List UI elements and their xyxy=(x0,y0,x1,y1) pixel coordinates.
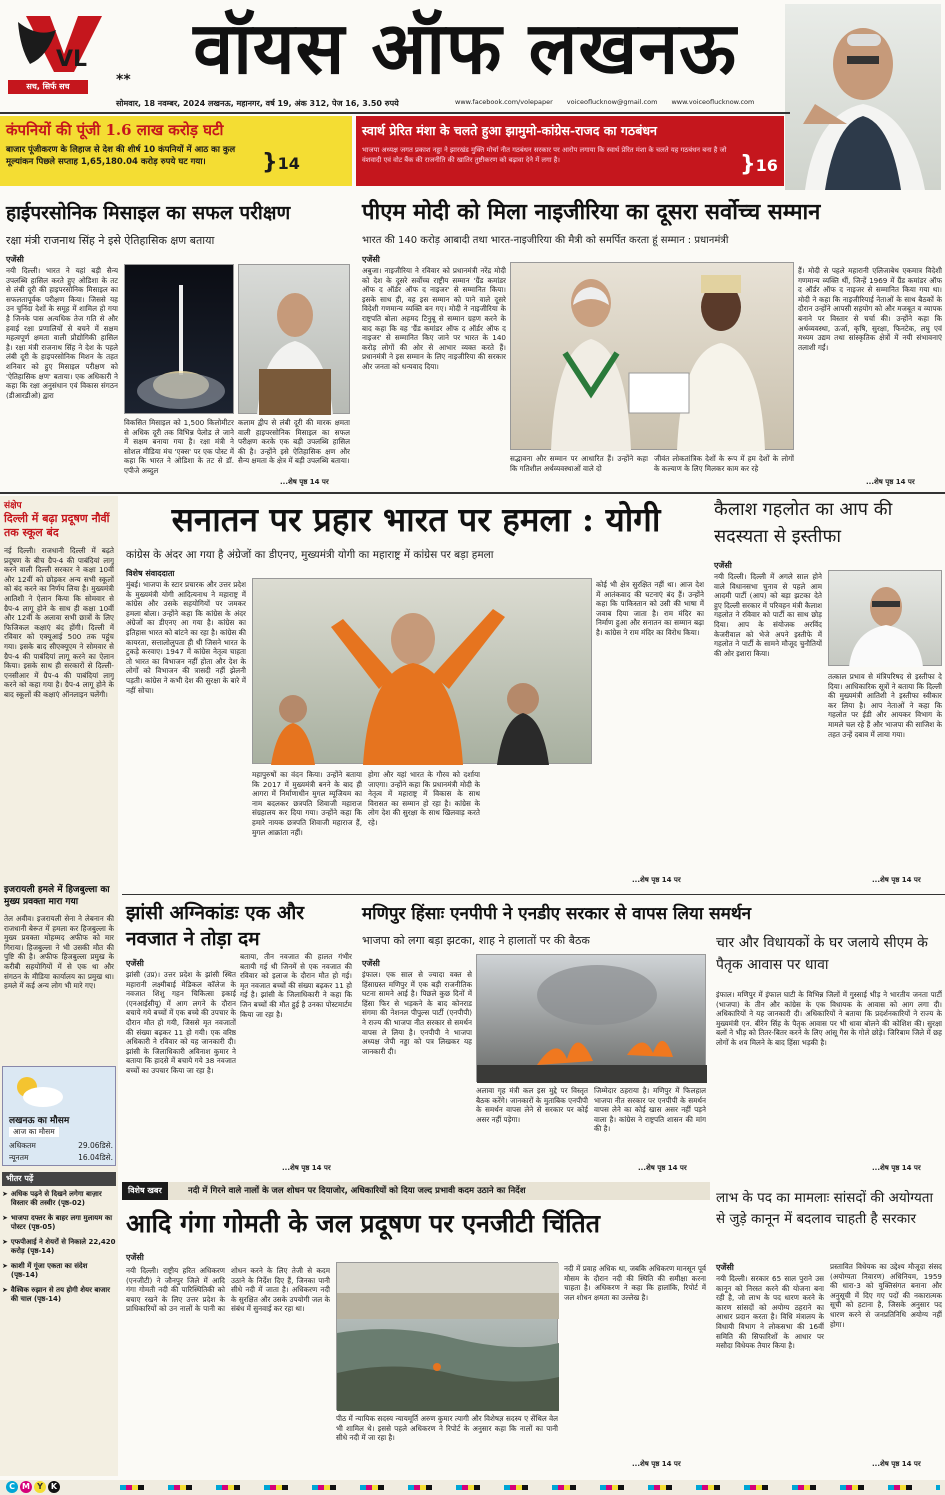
yogi-subhead: कांग्रेस के अंदर आ गया है अंग्रेजों का डीएनए, मुख्यमंत्री योगी का महाराष्ट्र में कांग्रेस पर बड़ा हमला xyxy=(126,549,494,561)
jhansi-col1: झांसी (उप्र)। उत्तर प्रदेश के झांसी स्थित महारानी लक्ष्मीबाई मेडिकल कॉलेज के नवजात शिशु गहन चिकित्सा इकाई (एनआईसीयू) में आग लगने के दौरान बचाये गये बच्चों में एक बच्चे की उपचार के दौरान मौत हो गयी, जिससे मृत नवजातों की संख्या बढ़कर 11 हो गयी। एक वरिष्ठ अधिकारी ने रविवार को यह जानकारी दी। झांसी के जिलाधिकारी अविनाश कुमार ने बताया कि हादसे में बचाये गये 38 नवजात बच्चों का उपचार किया जा रहा है। xyxy=(126,970,236,1075)
inside-item-text: काशी में गूंजा एकता का संदेश (पृष्ठ-14) xyxy=(10,1262,88,1279)
website-link[interactable]: www.voiceoflucknow.com xyxy=(671,98,755,106)
gomti-topbar xyxy=(122,1182,710,1200)
modi-byline: एजेंसी xyxy=(362,255,380,264)
story-missile xyxy=(0,192,352,492)
manipur-fire-photo xyxy=(476,954,706,1082)
inside-list xyxy=(2,1190,116,1310)
inside-item-text: वैश्विक रुझान से तय होगी शेयर बाजार की चाल (पृष्ठ-14) xyxy=(10,1286,111,1303)
teaser-left[interactable] xyxy=(0,116,352,186)
inside-item[interactable] xyxy=(2,1214,116,1232)
mps-continued[interactable]: ...शेष पृष्ठ 14 पर xyxy=(872,1460,921,1468)
modi-continued[interactable]: ...शेष पृष्ठ 14 पर xyxy=(866,478,915,486)
masthead xyxy=(0,0,945,112)
modi-headline[interactable]: पीएम मोदी को मिला नाइजीरिया का दूसरा सर्वोच्च सम्मान xyxy=(362,199,821,225)
yogi-col1: मुंबई। भाजपा के स्टार प्रचारक और उत्तर प्रदेश के मुख्यमंत्री योगी आदित्यनाथ ने महाराष्ट्र में कांग्रेस और उसके सहयोगियों पर जमकर हमला बोला। उन्होंने कहा कि कांग्रेस के अंदर अंग्रेजों का डीएनए आ गया है। कांग्रेस का इतिहास भारत को बांटने का रहा है। कांग्रेस की कायरता, सत्तालोलुपता ही थी जिसने भारत के टुकड़े करवाए। 1947 में कांग्रेस नेतृत्व चाहता तो भारत का विभाजन नहीं होता और देश के लोगों को विभाजन की त्रासदी नहीं झेलनी पड़ती। कांग्रेस ने कभी देश की सुरक्षा के बारे में नहीं सोचा। xyxy=(126,580,246,695)
bullet-icon: ➤ xyxy=(2,1286,8,1294)
registration-strip xyxy=(120,1485,940,1490)
story-gomti xyxy=(122,1182,710,1478)
mps-col1: प्रस्तावित विधेयक का उद्देश्य मौजूदा संसद (अयोग्यता निवारण) अधिनियम, 1959 की धारा-3 को युक्तिसंगत बनाना और अनुसूची में दिए गए पदों की नकारात्मक सूची को हटाना है, जिसके अनुसार पद धारण करने से जनप्रतिनिधि अयोग्य नहीं होगा। xyxy=(830,1262,942,1329)
modi-col3: जीवंत लोकतांत्रिक देशों के रूप में हम देशों के लोगों के कल्याण के लिए मिलकर काम कर रहे xyxy=(654,454,794,473)
weather-max-value: 29.06डिसे. xyxy=(78,1141,113,1150)
weather-box xyxy=(2,1066,116,1166)
manipur-continued[interactable]: ...शेष पृष्ठ 14 पर xyxy=(638,1164,687,1172)
bullet-icon: ➤ xyxy=(2,1238,8,1246)
mlas-headline[interactable]: चार और विधायकों के घर जलाये सीएम के पैतृक आवास पर धावा xyxy=(716,935,928,973)
gomti-col1: नयी दिल्ली। राष्ट्रीय हरित अधिकरण (एनजीटी) ने जौनपुर जिले में आदि गंगा गोमती नदी की पारिस्थितिकी को बचाए रखने के लिए उत्तर प्रदेश के प्राधिकारियों को उन नालों के पानी का शोधन करने के लिए तेजी से कदम उठाने के निर्देश दिए हैं, जिनका पानी सीधे नदी में जाता है। अधिकरण नदी के सुरक्षित और उसके उपयोगी जल के संबंध में सुनवाई कर रहा था। xyxy=(126,1266,330,1314)
teaser-left-page: }14 xyxy=(262,150,300,175)
manipur-col1: इंफाल। एक साल से ज्यादा वक्त से हिंसाग्रस्त मणिपुर में एक बड़ी राजनीतिक घटना सामने आई है। पिछले कुछ दिनों में हिंसा फिर से भड़कने के बाद कोनराड संगमा की नेशनल पीपुल्स पार्टी (एनपीपी) ने राज्य की भाजपा नीत सरकार से समर्थन वापस ले लिया है। एनपीपी ने भाजपा अध्यक्ष जेपी नड्डा को पत्र लिखकर यह जानकारी दी। xyxy=(362,970,472,1056)
yogi-col3: होगा और यहां भारत के गौरव को दर्शाया जाएगा। उन्होंने कहा कि प्रधानमंत्री मोदी के नेतृत्व में महाराष्ट्र में विकास के साथ विरासत का सम्मान हो रहा है। कांग्रेस के लोग देश की सुरक्षा के साथ खिलवाड़ करते रहे। xyxy=(368,770,480,827)
teaser-right[interactable] xyxy=(356,116,784,186)
gomti-river-photo xyxy=(336,1262,558,1410)
story-mlas xyxy=(712,932,945,1178)
gomti-col3: नदी में प्रवाह अधिक था, जबकि अधिकरण मानसून पूर्व मौसम के दौरान नदी की स्थिति की समीक्षा करना चाहता है। अधिकरण ने कहा कि हालांकि, रिपोर्ट में जल शोधन क्षमता का उल्लेख है। xyxy=(564,1264,706,1302)
jhansi-headline[interactable]: झांसी अग्निकांडः एक और नवजात ने तोड़ा दम xyxy=(126,902,305,950)
nadda-photo xyxy=(785,4,941,190)
masthead-title: वॉयस ऑफ लखनऊ xyxy=(193,5,737,90)
weather-title: लखनऊ का मौसम xyxy=(9,1116,70,1126)
weather-min-value: 16.04डिसे. xyxy=(78,1153,113,1162)
section-rule-1 xyxy=(0,492,945,494)
jhansi-continued[interactable]: ...शेष पृष्ठ 14 पर xyxy=(282,1164,331,1172)
cmyk-m: M xyxy=(20,1481,32,1493)
manipur-col2: अलावा गृह मंत्री कल इस मुद्दे पर विस्तृत बैठक करेंगे। जानकारों के मुताबिक एनपीपी के समर्थन वापस लेने से सरकार पर कोई असर नहीं पड़ेगा। xyxy=(476,1086,588,1124)
teaser-left-page-number: 14 xyxy=(277,154,300,173)
teaser-right-page-number: 16 xyxy=(755,156,778,175)
section-rule-2 xyxy=(122,894,945,895)
inside-item[interactable] xyxy=(2,1286,116,1304)
inside-item-text: अधिक पढ़ने से दिखने लगेगा बाज़ार विस्तार की तस्वीर (पृष्ठ-02) xyxy=(10,1190,102,1207)
cmyk-marks xyxy=(6,1481,60,1493)
cloud-sun-icon xyxy=(7,1071,67,1111)
logo-text: VL xyxy=(56,47,88,72)
gomti-byline: एजेंसी xyxy=(126,1253,144,1262)
inside-item-text: एफपीआई ने शेयरों से निकाले 22,420 करोड़ (पृष्ठ-14) xyxy=(10,1238,116,1255)
gomti-kicker: विशेष खबर xyxy=(122,1182,168,1200)
vl-logo-icon xyxy=(8,8,108,78)
footer-bar xyxy=(0,1480,945,1495)
inside-item-text: भाजपा दफ्तर के बाहर लगा मुलायम का पोस्टर (पृष्ठ-05) xyxy=(10,1214,113,1231)
manipur-byline: एजेंसी xyxy=(362,959,380,968)
missile-headline[interactable]: हाईपरसोनिक मिसाइल का सफल परीक्षण xyxy=(6,202,291,224)
masthead-logo xyxy=(8,8,108,94)
gomti-continued[interactable]: ...शेष पृष्ठ 14 पर xyxy=(632,1460,681,1468)
missile-byline: एजेंसी xyxy=(6,255,24,264)
yogi-continued[interactable]: ...शेष पृष्ठ 14 पर xyxy=(632,876,681,884)
gehlot-col2: तत्काल प्रभाव से मंत्रिपरिषद से इस्तीफा दे दिया। आधिकारिक सूत्रों ने बताया कि दिल्ली की मुख्यमंत्री आतिशी ने इस्तीफा स्वीकार कर लिया है। आप नेताओं ने कहा कि गहलोत पर ईडी और आयकर विभाग के मामले चल रहे हैं और भाजपा की साजिश के तहत उन्हें दबाव में लाया गया। xyxy=(828,672,942,739)
modi-award-photo xyxy=(510,262,794,450)
modi-col4: हैं। मोदी से पहले महारानी एलिजाबेथ एकमात्र विदेशी गणमान्य व्यक्ति थीं, जिन्हें 1969 में ग्रैंड कमांडर ऑफ द ऑर्डर ऑफ द नाइजर से सम्मानित किया गया था। मोदी ने कहा कि नाइजीरियाई नेताओं के साथ बैठकों के दौरान उन्होंने आपसी सहयोग को और मजबूत व व्यापक बनाने पर विस्तार से चर्चा की। उन्होंने कहा कि अर्थव्यवस्था, ऊर्जा, कृषि, सुरक्षा, फिनटेक, लघु एवं मध्यम उद्यम तथा सांस्कृतिक क्षेत्रों में नयी संभावनाएं तलाशी गईं। xyxy=(798,266,942,352)
manipur-headline[interactable]: मणिपुर हिंसाः एनपीपी ने एनडीए सरकार से वापस लिया समर्थन xyxy=(362,904,752,924)
missile-col3: कलाम द्वीप से लंबी दूरी की मारक क्षमता वाली हाइपरसोनिक मिसाइल का सफल परीक्षण करके एक बड़ी उपलब्धि हासिल की है। उन्होंने इसे ऐतिहासिक क्षण और सैन्य क्षमता के क्षेत्र में बड़ी उपलब्धि बताया। xyxy=(238,418,350,466)
weather-max xyxy=(9,1141,113,1151)
bullet-icon: ➤ xyxy=(2,1190,8,1198)
bullet-icon: ➤ xyxy=(2,1262,8,1270)
hezbollah-headline[interactable]: इजरायली हमले में हिजबुल्ला का मुख्य प्रवक्ता मारा गया xyxy=(4,885,110,907)
yogi-col2: महापुरुषों का वंदन किया। उन्होंने बताया कि 2017 में मुख्यमंत्री बनने के बाद ही आगरा में निर्माणाधीन मुगल म्यूजियम का नाम बदलकर छत्रपति शिवाजी महाराज संग्रहालय कर दिया गया। उन्होंने कहा कि हमारे नायक छत्रपति शिवाजी महाराज हैं, मुगल आक्रांता नहीं। xyxy=(252,770,362,837)
modi-subhead: भारत की 140 करोड़ आबादी तथा भारत-नाइजीरिया की मैत्री को समर्पित करता हूं सम्मान : प्रधानमंत्री xyxy=(362,235,729,246)
yogi-byline: विशेष संवाददाता xyxy=(126,569,175,578)
rajnath-photo xyxy=(238,264,350,414)
date-line: सोमवार, 18 नवम्बर, 2024 लखनऊ, महानगर, वर्ष 19, अंक 312, पेज 16, 3.50 रुपये xyxy=(116,99,399,108)
mlas-continued[interactable]: ...शेष पृष्ठ 14 पर xyxy=(872,1164,921,1172)
yogi-col4: कोई भी क्षेत्र सुरक्षित नहीं था। आज देश में आतंकवाद की घटनाएं बंद हैं। उन्होंने कहा कि पाकिस्तान को उसी की भाषा में जवाब दिया जाता है। राम मंदिर का निर्माण हुआ और सनातन का सम्मान बढ़ा है। कांग्रेस ने राम मंदिर का विरोध किया। xyxy=(596,580,704,637)
story-gehlot xyxy=(710,496,945,892)
inside-title: भीतर पढ़ें xyxy=(2,1172,116,1186)
gehlot-headline[interactable]: कैलाश गहलोत का आप की सदस्यता से इस्तीफा xyxy=(714,499,893,547)
pollution-body: नई दिल्ली। राजधानी दिल्ली में बढ़ते प्रदूषण के बीच ग्रैप-4 की पाबंदियां लागू करने वाली दिल्ली सरकार ने कक्षा 10वीं और 12वीं को छोड़कर अन्य सभी स्कूलों को बंद करने का निर्णय लिया है। मुख्यमंत्री आतिशी ने ऐलान किया कि सोमवार से ग्रैप-4 लागू होने के साथ ही कक्षा 10वीं और 12वीं के अलावा सभी छात्रों के लिए फिजिकल कक्षाएं बंद होंगी। दिल्ली में रविवार को एक्यूआई 500 तक पहुंच गया। इसके बाद सीएक्यूएम ने सोमवार से ग्रैप-4 की पाबंदियां लागू करने का ऐलान किया। इसके साथ ही सरकारों से दिल्ली-एनसीआर में ग्रैप-4 की पाबंदियां लागू करने को कहा गया है। ग्रैप-4 लागू होने के बाद स्कूलों की कक्षाएं ऑनलाइन चलेंगी। xyxy=(4,546,114,699)
yogi-rally-photo xyxy=(252,578,592,764)
gomti-headline[interactable]: आदि गंगा गोमती के जल प्रदूषण पर एनजीटी चिंतित xyxy=(126,1209,601,1238)
weather-today: आज का मौसम xyxy=(9,1127,59,1137)
inside-item[interactable] xyxy=(2,1238,116,1256)
sidebar-label: संक्षेप xyxy=(4,501,22,511)
missile-col1: नयी दिल्ली। भारत ने यहां बड़ी सैन्य उपलब्धि हासिल करते हुए ओडिशा के तट से लंबी दूरी की हाइपरसोनिक मिसाइल का सफलतापूर्वक परीक्षण किया। जिससे यह उन चुनिंदा देशों के समूह में शामिल हो गया है जिनके पास अत्यधिक तेज गति से और हवाई रक्षा प्रणालियों से बचने में सक्षम महत्वपूर्ण क्षमता वाली प्रौद्योगिकी हासिल है। रक्षा मंत्री राजनाथ सिंह ने देश के पहले लंबी दूरी के हाइपरसोनिक मिशन के तहत शनिवार को हुए मिसाइल परीक्षण को 'ऐतिहासिक क्षण' बताया। एक अधिकारी ने कहा कि रक्षा अनुसंधान एवं विकास संगठन (डीआरडीओ) द्वारा xyxy=(6,266,118,400)
modi-col2: सद्भावना और सम्मान पर आधारित हैं। उन्होंने कहा कि गतिशील अर्थव्यवस्थाओं वाले दो xyxy=(510,454,648,473)
modi-col1: अबुजा। नाइजीरिया ने रविवार को प्रधानमंत्री नरेंद्र मोदी को देश के दूसरे सर्वोच्च राष्ट्रीय सम्मान 'ग्रैंड कमांडर ऑफ द ऑर्डर ऑफ द नाइजर' से सम्मानित किया। इसके साथ ही, वह इस सम्मान को पाने वाले दूसरे विदेशी गणमान्य व्यक्ति बन गए। मोदी ने नाइजीरिया के राष्ट्रपति बोला अहमद टिनुबू से सम्मान ग्रहण करने के बाद कहा कि वह 'ग्रैंड कमांडर ऑफ द ऑर्डर ऑफ द नाइजर' से सम्मानित किए जाने पर भारत के 140 करोड़ लोगों की ओर से आभार व्यक्त करते हैं। प्रधानमंत्री ने इस सम्मान के लिए नाइजीरिया की सरकार और जनता को धन्यवाद दिया। xyxy=(362,266,506,371)
story-manipur xyxy=(358,896,752,1178)
sidebar xyxy=(0,496,118,1476)
teaser-left-title: कंपनियों की पूंजी 1.6 लाख करोड़ घटी xyxy=(6,121,224,139)
cmyk-y: Y xyxy=(34,1481,46,1493)
gomti-topline: नदी में गिरने वाले नालों के जल शोधन पर दियाजोर, अधिकारियों को दिया जल्द प्रभावी कदम उठाने का निर्देश xyxy=(188,1186,526,1196)
teaser-right-body: भाजपा अध्यक्ष जगत प्रकाश नड्डा ने झारखंड मुक्ति मोर्चा नीत गठबंधन सरकार पर आरोप लगाया कि स्वार्थ प्रेरित मंशा के चलते यह गठबंधन बना है जो वंशवादी एवं वोट बैंक की राजनीति की खातिर तुष्टीकरण को बढ़ावा देने में लगा है। xyxy=(362,146,727,164)
email-link[interactable]: voiceoflucknow@gmail.com xyxy=(566,98,658,106)
teaser-left-body: बाजार पूंजीकरण के लिहाज से देश की शीर्ष 10 कंपनियों में आठ का कुल मूल्यांकन पिछले सप्ताह 1,65,180.04 करोड़ रुपये घट गया। xyxy=(6,145,236,167)
gehlot-continued[interactable]: ...शेष पृष्ठ 14 पर xyxy=(872,876,921,884)
facebook-link[interactable]: www.facebook.com/volepaper xyxy=(455,98,553,106)
story-jhansi xyxy=(122,896,354,1178)
missile-continued[interactable]: ...शेष पृष्ठ 14 पर xyxy=(280,478,329,486)
story-modi xyxy=(356,192,945,492)
mps-headline[interactable]: लाभ के पद का मामलाः सांसदों की अयोग्यता से जुड़े कानून में बदलाव चाहती है सरकार xyxy=(716,1190,933,1227)
manipur-subhead: भाजपा को लगा बड़ा झटका, शाह ने हालातों पर की बैठक xyxy=(362,934,590,947)
mps-col2: नयी दिल्ली। सरकार 65 साल पुराने उस कानून को निरस्त करने की योजना बना रही है, जो लाभ के पद धारण करने के कारण सांसदों को अयोग्य ठहराने का आधार प्रदान करता है। विधि मंत्रालय के विधायी विभाग ने लोकसभा की 16वीं समिति की सिफारिशों के आधार पर मसौदा विधेयक तैयार किया है। xyxy=(716,1274,824,1351)
hezbollah-body: तेल अवीव। इजरायली सेना ने लेबनान की राजधानी बेरूत में हमला कर हिजबुल्ला के मुख्य प्रवक्ता मोहम्मद अफीफ को मार गिराया। हिजबुल्ला ने भी उसकी मौत की पुष्टि की है। अफीफ हिजबुल्ला प्रमुख के करीबी सहयोगियों में से एक था और संगठन के मीडिया कार्यालय का प्रमुख था। हमले में कई अन्य लोग भी मारे गए। xyxy=(4,914,114,991)
jhansi-byline: एजेंसी xyxy=(126,959,144,968)
gomti-col2: पीठ में न्यायिक सदस्य न्यायमूर्ति अरुण कुमार त्यागी और विशेषज्ञ सदस्य ए सेंथिल वेल भी शामिल थे। इससे पहले अधिकरण ने रिपोर्ट के अनुसार कहा कि नालों का पानी सीधे नदी में जा रहा है। xyxy=(336,1414,558,1443)
masthead-rule xyxy=(0,112,790,114)
jhansi-col2: बताया, तीन नवजात की हालत गंभीर बतायी गई थी जिनमें से एक नवजात की रविवार को इलाज के दौरान मौत हो गई। मृत नवजात बच्चों की संख्या बढ़कर 11 हो गई है। झांसी के जिलाधिकारी ने कहा कि जिन बच्चों की मौत हुई है उनका पोस्टमार्टम किया जा रहा है। xyxy=(240,952,352,1019)
social-links xyxy=(455,98,785,106)
inside-box xyxy=(2,1172,116,1472)
story-mps xyxy=(712,1188,945,1478)
weather-max-label: अधिकतम xyxy=(9,1141,36,1150)
gehlot-col1: नयी दिल्ली। दिल्ली में अगले साल होने वाले विधानसभा चुनाव से पहले आम आदमी पार्टी (आप) को बड़ा झटका देते हुए दिल्ली सरकार में परिवहन मंत्री कैलाश गहलोत ने रविवार को पार्टी का साथ छोड़ दिया। आप के संयोजक अरविंद केजरीवाल को भेजे अपने इस्तीफे में गहलोत ने पार्टी के सामने मौजूद चुनौतियों की ओर इशारा किया। xyxy=(714,572,822,658)
missile-subhead: रक्षा मंत्री राजनाथ सिंह ने इसे ऐतिहासिक क्षण बताया xyxy=(6,234,215,247)
missile-col2: विकसित मिसाइल को 1,500 किलोमीटर से अधिक दूरी तक विभिन्न पेलोड ले जाने में सक्षम बनाया गया है। रक्षा मंत्री ने सोशल मीडिया मंच 'एक्स' पर एक पोस्ट में कहा कि भारत ने ओडिशा के तट से डॉ. एपीजे अब्दुल xyxy=(124,418,234,475)
mlas-body: इंफाल। मणिपुर में इंफाल घाटी के विभिन्न जिलों में गुस्साई भीड़ ने भारतीय जनता पार्टी (भाजपा) के तीन और कांग्रेस के एक विधायक के आवास को आग लगा दी। अधिकारियों ने यह जानकारी दी। अधिकारियों ने बताया कि प्रदर्शनकारियों ने राज्य के मुख्यमंत्री एन. बीरेन सिंह के पैतृक आवास पर भी धावा बोलने की कोशिश की। सुरक्षा बलों ने भीड़ को तितर-बितर करने के लिए आंसू गैस के गोले छोड़े। जिरिबाम जिले में छह लोगों के शव मिलने के बाद हिंसा भड़की है। xyxy=(716,990,942,1047)
bullet-icon: ➤ xyxy=(2,1214,8,1222)
teaser-right-title: स्वार्थ प्रेरित मंशा के चलते हुआ झामुमो-कांग्रेस-राजद का गठबंधन xyxy=(362,123,657,138)
gehlot-photo xyxy=(828,570,942,666)
cmyk-k: K xyxy=(48,1481,60,1493)
masthead-stars: ** xyxy=(116,72,131,88)
weather-min-label: न्यूनतम xyxy=(9,1153,29,1162)
inside-item[interactable] xyxy=(2,1262,116,1280)
tagline: सच, सिर्फ सच xyxy=(8,80,88,94)
manipur-col3: जिम्मेदार ठहराया है। मणिपुर में फिलहाल भाजपा नीत सरकार पर एनपीपी के समर्थन वापस लेने का कोई खास असर नहीं पड़ने वाला है। कांग्रेस ने राष्ट्रपति शासन की मांग की है। xyxy=(594,1086,706,1134)
cmyk-c: C xyxy=(6,1481,18,1493)
weather-min xyxy=(9,1153,113,1163)
missile-launch-photo xyxy=(124,264,234,414)
story-yogi xyxy=(122,496,706,892)
pollution-headline[interactable]: दिल्ली में बढ़ा प्रदूषण नौवीं तक स्कूल बंद xyxy=(4,512,110,539)
gehlot-byline: एजेंसी xyxy=(714,561,732,570)
inside-item[interactable] xyxy=(2,1190,116,1208)
mps-byline: एजेंसी xyxy=(716,1263,734,1272)
yogi-headline[interactable]: सनातन पर प्रहार भारत पर हमला : योगी xyxy=(171,500,661,539)
teaser-right-page: }16 xyxy=(740,152,778,177)
